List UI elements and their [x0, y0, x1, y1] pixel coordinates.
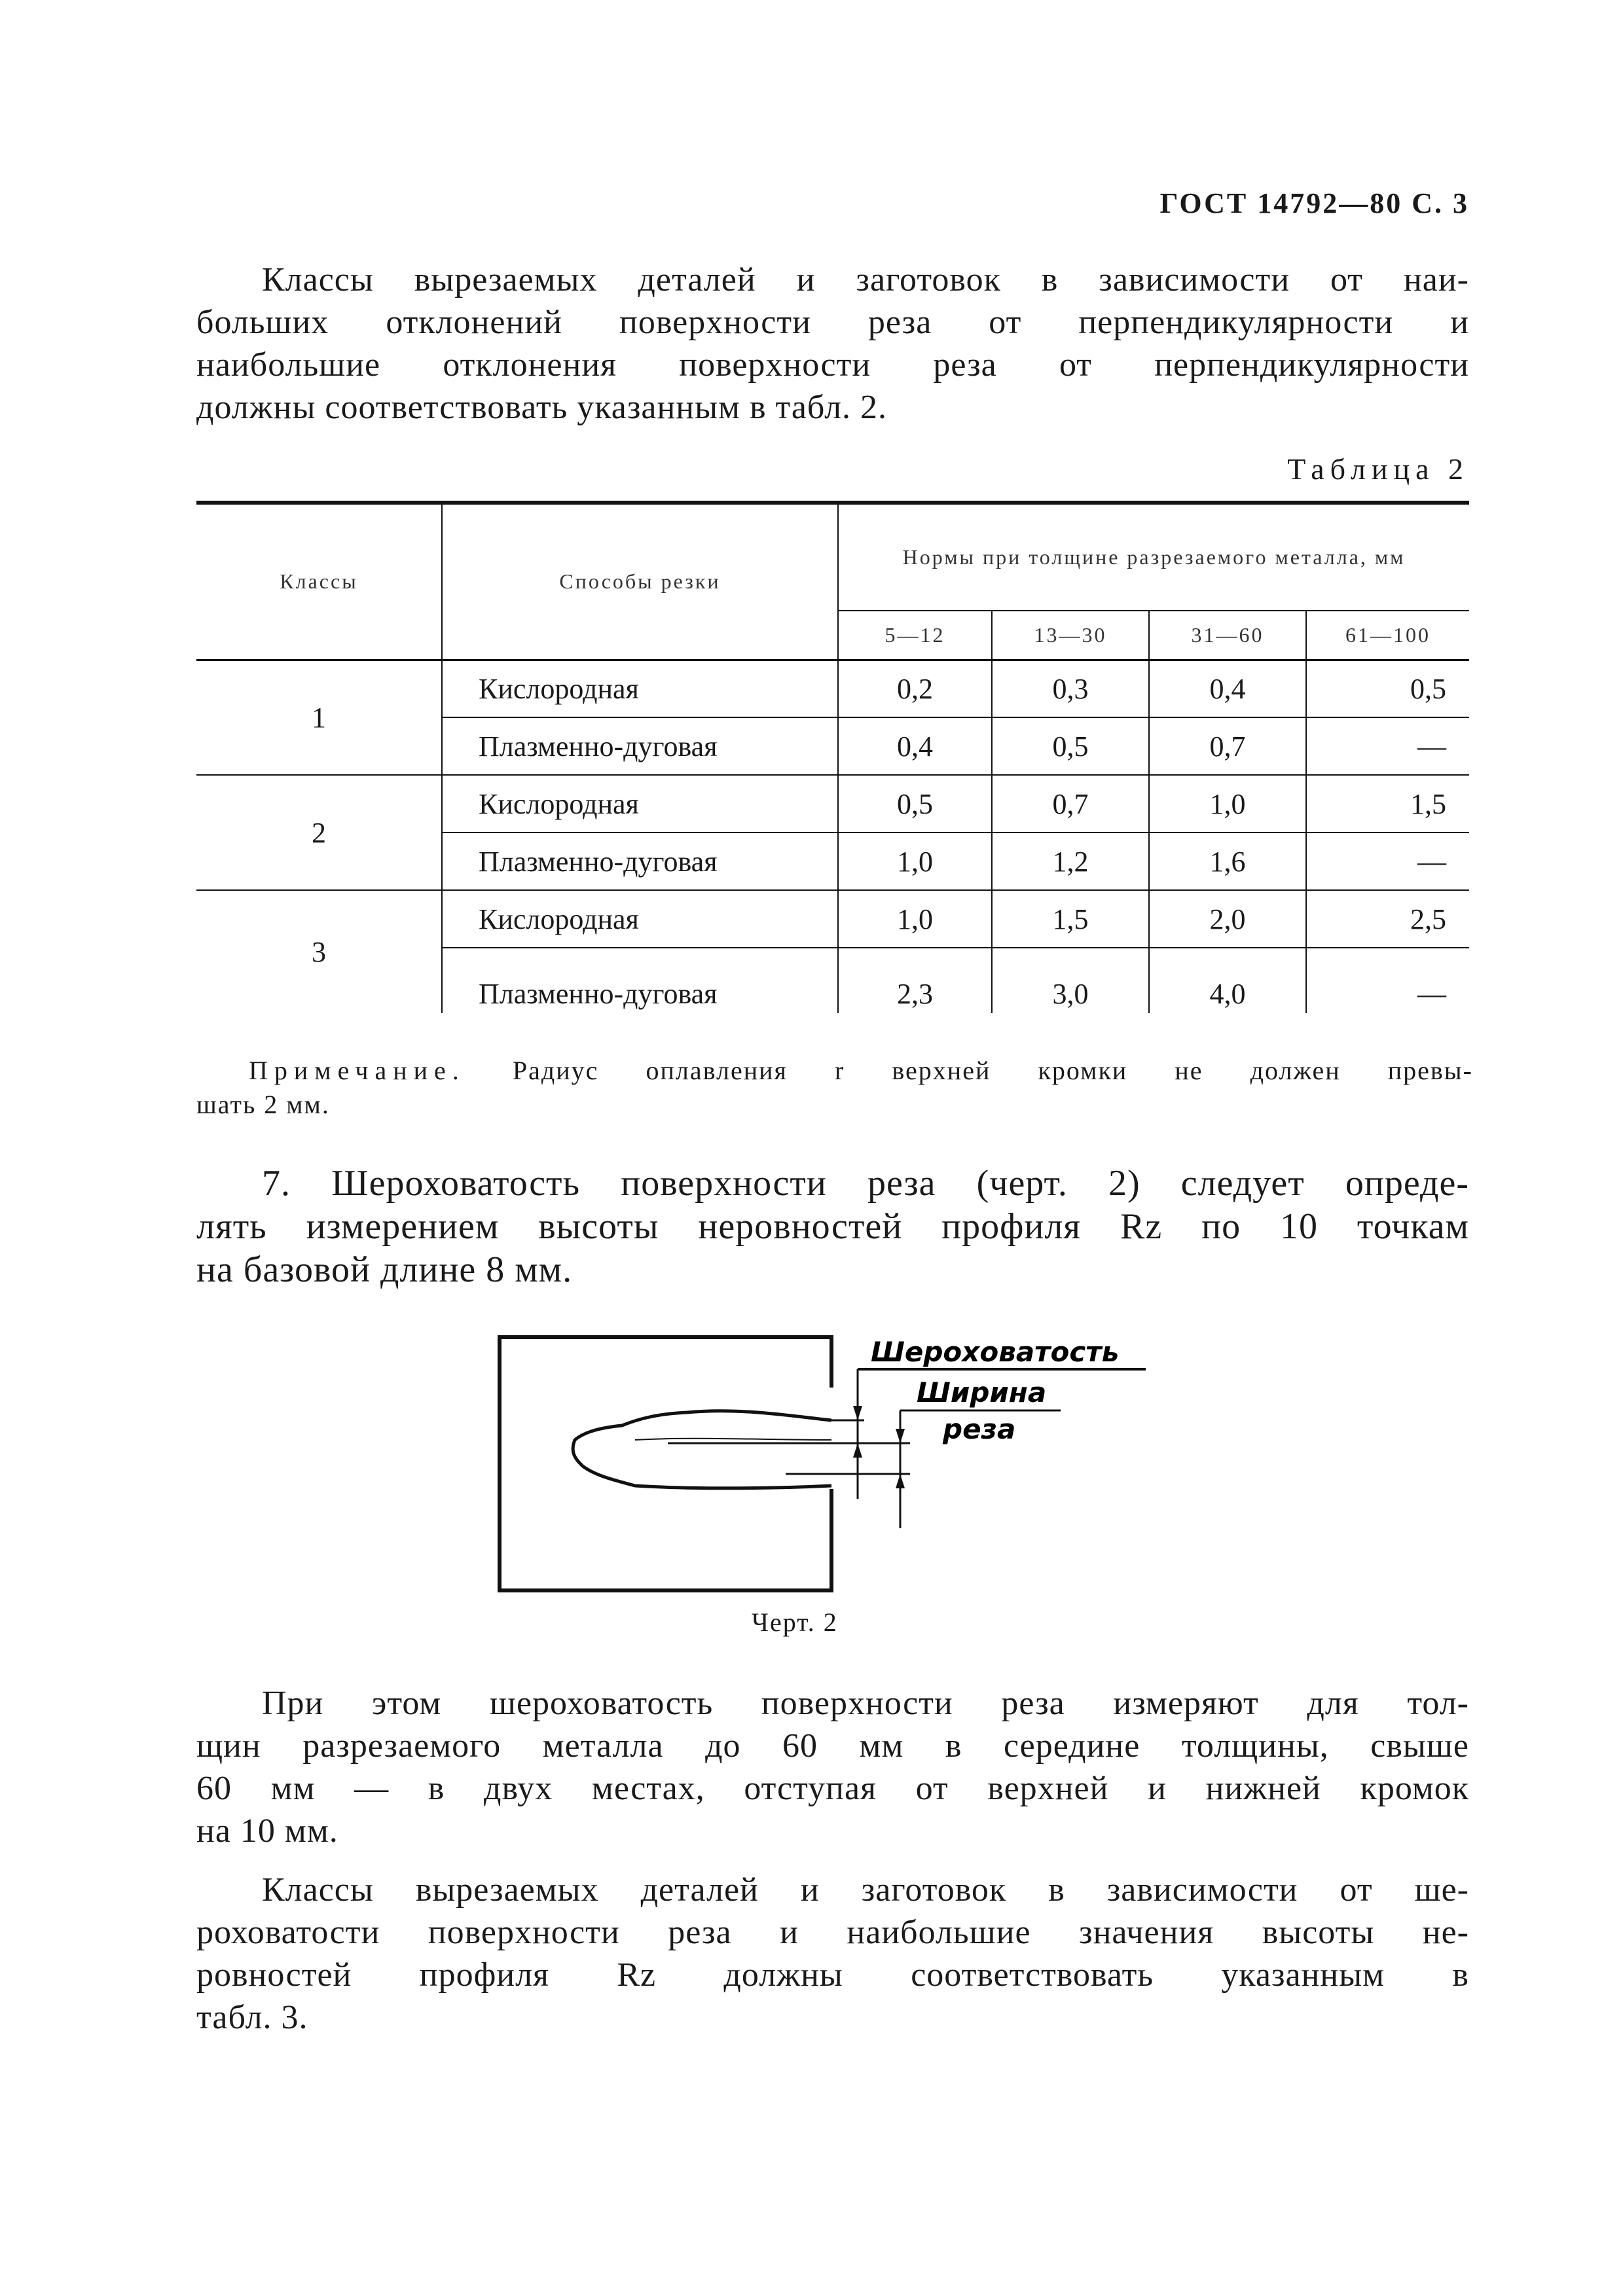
- header-range: 31—60: [1149, 611, 1306, 660]
- paragraph-measurement: [196, 1682, 1469, 1852]
- cell-value: 1,0: [1149, 775, 1306, 833]
- para7-line: на базовой длине 8 мм.: [196, 1249, 573, 1290]
- label-width: Ширина: [917, 1376, 1047, 1408]
- para1-line: больших отклонений поверхности реза от перпендикулярности и: [196, 304, 1469, 341]
- cell-class: 2: [196, 775, 442, 890]
- workpiece-outline: [500, 1337, 831, 1590]
- cell-method: Кислородная: [442, 890, 838, 948]
- cell-value: 0,7: [1149, 717, 1306, 775]
- figure-caption: Черт. 2: [752, 1607, 838, 1637]
- cell-value: 4,0: [1149, 948, 1306, 1013]
- header-range: 5—12: [838, 611, 992, 660]
- cell-value: 0,5: [838, 775, 992, 833]
- table-row: [196, 775, 1469, 833]
- para8-line: 60 мм — в двух местах, отступая от верхней и нижней кромок: [196, 1770, 1469, 1807]
- para9-line: табл. 3.: [196, 1999, 308, 2036]
- para9-line: роховатости поверхности реза и наибольшие значения высоты не-: [196, 1914, 1469, 1951]
- para1-line: Классы вырезаемых деталей и заготовок в зависимости от наи-: [262, 261, 1469, 298]
- cell-value: 3,0: [992, 948, 1149, 1013]
- cell-method: Плазменно-дуговая: [442, 833, 838, 890]
- label-width-cut: реза: [943, 1413, 1016, 1445]
- cell-value: 1,6: [1149, 833, 1306, 890]
- header-norms: Нормы при толщине разрезаемого металла, мм: [838, 503, 1469, 611]
- para8-line: При этом шероховатость поверхности реза измеряют для тол-: [262, 1685, 1469, 1722]
- para8-line: на 10 мм.: [196, 1812, 338, 1850]
- cell-value: 1,5: [1306, 775, 1469, 833]
- cell-value: 0,5: [992, 717, 1149, 775]
- cell-value: 2,5: [1306, 890, 1469, 948]
- header-range: 61—100: [1345, 622, 1431, 647]
- note-label: Примечание.: [249, 1056, 465, 1085]
- para1-line: наибольшие отклонения поверхности реза от перпендикулярности: [196, 346, 1469, 384]
- cell-value: 1,0: [838, 833, 992, 890]
- paragraph-7-roughness: [196, 1162, 1469, 1291]
- cell-class: 1: [196, 660, 442, 775]
- cell-value: 1,0: [838, 890, 992, 948]
- figure-2-cut-roughness-diagram: [491, 1329, 1192, 1604]
- kerf-outline: [573, 1411, 831, 1488]
- para1-line: должны соответствовать указанным в табл. 2.: [196, 389, 888, 426]
- cell-value: 0,3: [992, 660, 1149, 717]
- table-row: [196, 890, 1469, 948]
- kerf-edge-line: [635, 1439, 831, 1440]
- table-note: [196, 1054, 1473, 1122]
- table-2: [196, 501, 1469, 1013]
- cell-value: 0,5: [1306, 660, 1469, 717]
- cell-value: 1,2: [992, 833, 1149, 890]
- cell-method: Кислородная: [442, 660, 838, 717]
- header-range: 13—30: [992, 611, 1149, 660]
- table-caption: Таблица 2: [1287, 452, 1469, 486]
- cell-class: 3: [196, 890, 442, 1013]
- header-classes: Классы: [196, 503, 442, 660]
- note-text: Радиус оплавления r верхней кромки не должен превы-: [512, 1056, 1473, 1085]
- para8-line: щин разрезаемого металла до 60 мм в середине толщины, свыше: [196, 1727, 1469, 1765]
- para9-line: ровностей профиля Rz должны соответствовать указанным в: [196, 1956, 1469, 1994]
- cell-value: 0,4: [1149, 660, 1306, 717]
- cell-value: —: [1417, 730, 1446, 762]
- table-row: [196, 660, 1469, 717]
- para7-line: 7. Шероховатость поверхности реза (черт. 2) следует опреде-: [262, 1163, 1469, 1204]
- cell-value: —: [1417, 845, 1446, 878]
- para7-line: лять измерением высоты неровностей профиля Rz по 10 точкам: [196, 1206, 1469, 1247]
- paragraph-classes-roughness: [196, 1869, 1469, 2039]
- cell-value: 0,4: [838, 717, 992, 775]
- cell-value: 0,2: [838, 660, 992, 717]
- cell-method: Кислородная: [442, 775, 838, 833]
- cell-method: Плазменно-дуговая: [442, 717, 838, 775]
- page-header: ГОСТ 14792—80 С. 3: [1159, 187, 1469, 219]
- label-roughness: Шероховатость: [871, 1336, 1120, 1368]
- cell-value: 1,5: [992, 890, 1149, 948]
- cell-value: 2,0: [1149, 890, 1306, 948]
- cell-value: 2,3: [838, 948, 992, 1013]
- paragraph-classes-perpendicularity: [196, 259, 1469, 429]
- cell-method: Плазменно-дуговая: [442, 948, 838, 1013]
- header-methods: Способы резки: [442, 503, 838, 660]
- cell-value: 0,7: [992, 775, 1149, 833]
- note-text: шать 2 мм.: [196, 1090, 330, 1119]
- cell-value: —: [1417, 978, 1446, 1010]
- para9-line: Классы вырезаемых деталей и заготовок в зависимости от ше-: [262, 1871, 1469, 1909]
